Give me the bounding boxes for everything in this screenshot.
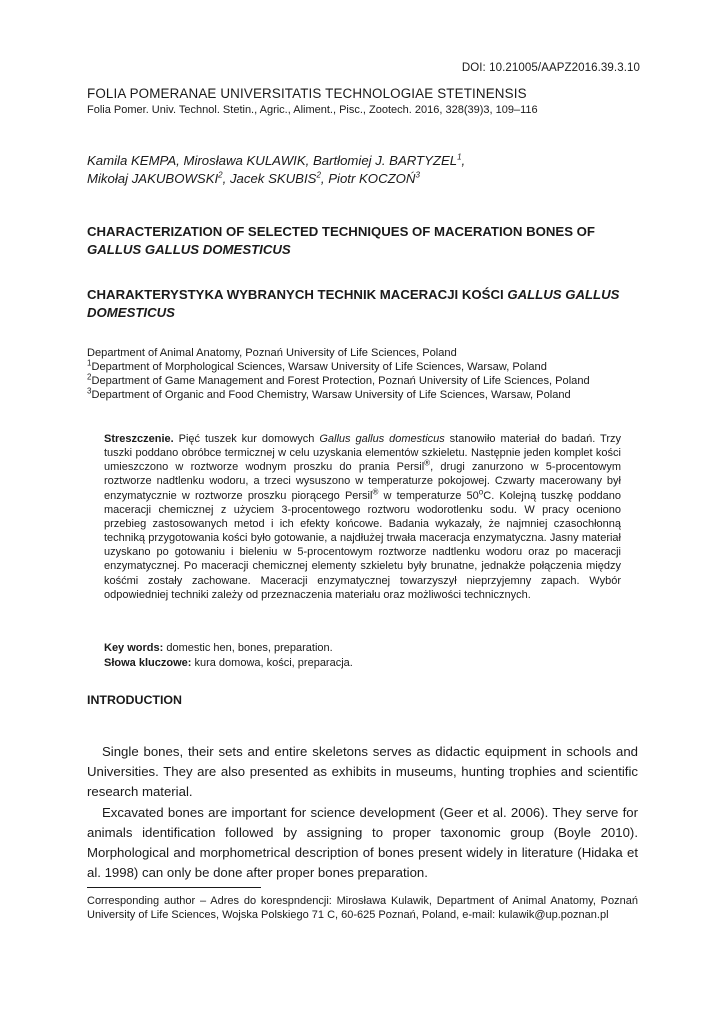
section-heading-introduction: INTRODUCTION	[87, 693, 182, 707]
affiliation-mark: 3	[87, 386, 92, 396]
doi: DOI: 10.21005/AAPZ2016.39.3.10	[461, 62, 640, 74]
affiliation-mark: 3	[415, 170, 420, 180]
body-paragraph: Excavated bones are important for science development (Geer et al. 2006). They serve for animals identification followed by assigning to proper taxonomic group (Boyle 2010). Morphological and morphometrical description of bones present widely in literature (Hidaka et al. 1998) can only be done after proper bones preparation.	[87, 804, 638, 881]
keywords	[104, 641, 621, 670]
title-polish	[87, 286, 647, 321]
title-english-species: GALLUS GALLUS DOMESTICUS	[87, 241, 291, 257]
author-name: Mikołaj JAKUBOWSKI	[87, 170, 219, 186]
affiliation-line	[87, 360, 657, 374]
keywords-polish	[104, 656, 621, 671]
affiliation-text: Department of Morphological Sciences, Warsaw University of Life Sciences, Warsaw, Poland	[91, 361, 547, 373]
abstract-text: stanowiło materiał do badań. Trzy tuszki poddano obróbce termicznej w celu uzyskania elementów szkieletu. Następnie jeden komplet kości umieszczono w roztworze wodnym proszku do prania Persil	[104, 433, 621, 474]
introduction-body	[87, 742, 638, 883]
affiliation-mark: 2	[87, 372, 92, 382]
affiliation-text: Department of Game Management and Forest Protection, Poznań University of Life Sciences, Poland	[91, 375, 590, 387]
registered-mark: ®	[372, 486, 379, 496]
affiliations	[87, 346, 657, 402]
title-polish-species: GALLUS GALLUS DOMESTICUS	[87, 287, 620, 320]
journal-title: FOLIA POMERANAE UNIVERSITATIS TECHNOLOGIAE STETINENSIS	[87, 86, 527, 101]
corresponding-author-footnote: Corresponding author – Adres do korespndencji: Mirosława Kulawik, Department of Animal Anatomy, Poznań University of Life Sciences, Wojska Polskiego 71 C, 60-625 Poznań, Poland, e-mail: kulawik@up.poznan.pl	[87, 895, 638, 921]
abstract-text: w temperaturze 50	[378, 489, 479, 502]
affiliation-line	[87, 374, 657, 388]
abstract-text: , drugi zanurzono w 5-procentowym roztworze nadtlenku wodoru, a trzeci wysuszono w temperaturze pokojowej. Czwarty macerowany był enzymatycznie w roztworze proszku piorącego Persil	[104, 461, 621, 502]
authors	[87, 152, 647, 187]
keywords-english	[104, 641, 621, 656]
title-polish-main: CHARAKTERYSTYKA WYBRANYCH TECHNIK MACERACJI KOŚCI	[87, 287, 508, 302]
abstract-species: Gallus gallus domesticus	[319, 433, 445, 445]
title-english-main: CHARACTERIZATION OF SELECTED TECHNIQUES OF MACERATION BONES OF	[87, 224, 595, 239]
affiliation-mark: 2	[316, 170, 321, 180]
footnote-divider	[87, 887, 261, 888]
journal-reference: Folia Pomer. Univ. Technol. Stetin., Agric., Aliment., Pisc., Zootech. 2016, 328(39)3, 109–116	[87, 104, 538, 116]
affiliation-line	[87, 388, 657, 402]
keywords-polish-label: Słowa kluczowe:	[104, 656, 192, 669]
abstract-text: Pięć tuszek kur domowych	[173, 433, 320, 445]
authors-line-2	[87, 170, 647, 188]
author-name: , Piotr KOCZOŃ	[320, 170, 416, 186]
affiliation-text: Department of Animal Anatomy, Poznań University of Life Sciences, Poland	[87, 347, 457, 359]
keywords-polish-text: kura domowa, kości, preparacja.	[191, 656, 353, 669]
author-name: , Jacek SKUBIS	[222, 170, 317, 186]
keywords-english-text: domestic hen, bones, preparation.	[163, 642, 333, 654]
abstract-label: Streszczenie.	[104, 433, 174, 445]
body-paragraph: Single bones, their sets and entire skeletons serves as didactic equipment in schools and Universities. They are also presented as exhibits in museums, hunting trophies and scientific research material.	[87, 744, 638, 800]
author-separator: ,	[461, 153, 466, 168]
affiliation-line	[87, 346, 657, 360]
affiliation-text: Department of Organic and Food Chemistry, Warsaw University of Life Sciences, Warsaw, Poland	[91, 389, 571, 401]
authors-line-1	[87, 152, 647, 170]
affiliation-mark: 2	[218, 170, 223, 180]
degree-mark: o	[478, 486, 484, 496]
registered-mark: ®	[424, 458, 431, 468]
affiliation-mark: 1	[87, 358, 92, 368]
keywords-english-label: Key words:	[104, 642, 164, 654]
author-names: Kamila KEMPA, Mirosława KULAWIK, Bartłomiej J. BARTYZEL	[87, 153, 458, 168]
abstract-text: C. Kolejną tuszkę poddano maceracji chemicznej z użyciem 3-procentowego roztworu wodorotlenku sodu. W pracy oceniono przebieg zastosowanych metod i ich efekty końcowe. Badania wykazały, że najmniej czasochłonną techniką przygotowania kości było gotowanie, a najdłużej trwała maceracja enzymatyczna. Jasny materiał uzyskano po gotowaniu i bieleniu w 5-procentowym roztworze nadtlenku wodoru oraz po maceracji enzymatycznej. Po maceracji chemicznej elementy szkieletu były brunatne, jednakże połączenia między kośćmi zostały zachowane. Maceracji enzymatycznej towarzyszył nieprzyjemny zapach. Wybór odpowiedniej techniki zależy od przeznaczenia materiału oraz możliwości technicznych.	[104, 489, 622, 601]
affiliation-mark: 1	[457, 152, 462, 162]
journal-header	[87, 85, 647, 117]
abstract	[104, 432, 621, 602]
title-english	[87, 223, 647, 258]
